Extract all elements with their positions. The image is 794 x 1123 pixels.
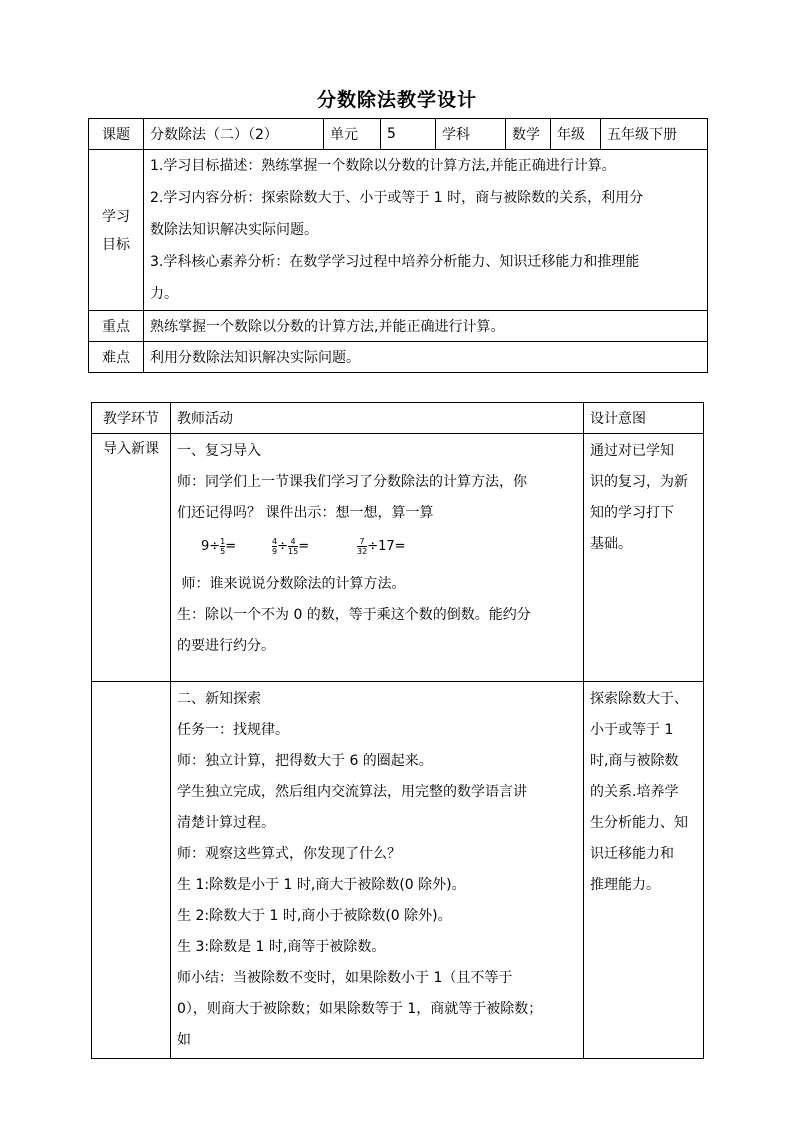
- row1-intent-2: 识的复习，为新: [590, 474, 688, 490]
- course-label: 课题: [89, 119, 144, 150]
- course-value: 分数除法（二）（2）: [144, 119, 324, 150]
- row1-activity: [171, 434, 584, 682]
- unit-value: 5: [381, 119, 436, 150]
- document-title: 分数除法教学设计: [316, 89, 477, 111]
- row1-intent: [584, 434, 704, 682]
- row2-line-10: 师小结：当被除数不变时，如果除数小于 1（且不等于: [177, 970, 513, 986]
- goal-3a: 3.学科核心素养分析：在数学学习过程中培养分析能力、知识迁移能力和推理能: [150, 254, 640, 270]
- row1-line-2: 师：同学们上一节课我们学习了分数除法的计算方法，你: [177, 474, 527, 490]
- row1-line-1: 一、复习导入: [177, 443, 261, 459]
- course-info-table: [88, 118, 708, 373]
- row1-after-3: 的要进行约分。: [177, 638, 275, 654]
- review-formulas: [177, 529, 577, 569]
- key-value: 熟练掌握一个数除以分数的计算方法,并能正确进行计算。: [144, 311, 708, 342]
- row2-line-9: 生 3:除数是 1 时,商等于被除数。: [177, 939, 386, 955]
- key-label: 重点: [89, 311, 144, 342]
- row2-line-6: 师：观察这些算式，你发现了什么？: [177, 846, 401, 862]
- goal-2b: 数除法知识解决实际问题。: [150, 222, 318, 238]
- row2-line-2: 任务一：找规律。: [177, 722, 289, 738]
- row2-line-11: 0），则商大于被除数；如果除数等于 1，商就等于被除数；: [177, 1001, 543, 1017]
- row2-line-7: 生 1:除数是小于 1 时,商大于被除数(0 除外)。: [177, 877, 466, 893]
- teaching-process-table: [91, 402, 704, 1059]
- row1-line-3: 们还记得吗？ 课件出示：想一想，算一算: [177, 505, 434, 521]
- subject-label: 学科: [436, 119, 506, 150]
- header-intent: 设计意图: [584, 403, 704, 434]
- row1-intent-3: 知的学习打下: [590, 505, 674, 521]
- row2-intent-4: 的关系.培养学: [590, 784, 679, 800]
- difficult-label: 难点: [89, 342, 144, 373]
- goal-label: [89, 150, 144, 311]
- formula-2: $\frac{4}{9}$ ÷ $\frac{4}{15}$ =: [272, 537, 310, 556]
- row2-line-4: 学生独立完成，然后组内交流算法，用完整的数学语言讲: [177, 784, 527, 800]
- row2-intent-7: 推理能力。: [590, 877, 660, 893]
- row1-intent-4: 基础。: [590, 536, 632, 552]
- grade-label: 年级: [551, 119, 601, 150]
- goal-3b: 力。: [150, 286, 178, 302]
- row2-activity: [171, 682, 584, 1059]
- row2-intent: [584, 682, 704, 1059]
- row2-intent-1: 探索除数大于、: [590, 691, 688, 707]
- row2-intent-5: 生分析能力、知: [590, 815, 688, 831]
- row2-line-3: 师：独立计算，把得数大于 6 的圈起来。: [177, 753, 433, 769]
- row1-intent-1: 通过对已学知: [590, 443, 674, 459]
- difficult-value: 利用分数除法知识解决实际问题。: [144, 342, 708, 373]
- row2-line-8: 生 2:除数大于 1 时,商小于被除数(0 除外)。: [177, 908, 452, 924]
- goal-content: [144, 150, 708, 311]
- goal-2a: 2.学习内容分析：探索除数大于、小于或等于 1 时，商与被除数的关系，利用分: [150, 190, 644, 206]
- row2-stage: [92, 682, 171, 1059]
- goal-1: 1.学习目标描述：熟练掌握一个数除以分数的计算方法,并能正确进行计算。: [150, 158, 616, 174]
- row2-intent-3: 时,商与被除数: [590, 753, 679, 769]
- grade-value: 五年级下册: [601, 119, 708, 150]
- row1-after-2: 生：除以一个不为 0 的数，等于乘这个数的倒数。能约分: [177, 607, 531, 623]
- row2-line-5: 清楚计算过程。: [177, 815, 275, 831]
- row2-line-1: 二、新知探索: [177, 691, 261, 707]
- formula-3: $\frac{7}{32}$ ÷17=: [357, 537, 406, 556]
- row2-line-12: 如: [177, 1032, 191, 1048]
- unit-label: 单元: [324, 119, 381, 150]
- goal-label-line2: 目标: [102, 237, 130, 253]
- header-stage: 教学环节: [92, 403, 171, 434]
- row2-intent-6: 识迁移能力和: [590, 846, 674, 862]
- row1-stage: 导入新课: [92, 434, 171, 682]
- formula-1: 9÷ $\frac{1}{5}$ =: [201, 537, 237, 556]
- row1-after-1: 师：谁来说说分数除法的计算方法。: [177, 576, 406, 592]
- row2-intent-2: 小于或等于 1: [590, 722, 674, 738]
- goal-label-line1: 学习: [102, 209, 130, 225]
- header-activity: 教师活动: [171, 403, 584, 434]
- subject-value: 数学: [506, 119, 551, 150]
